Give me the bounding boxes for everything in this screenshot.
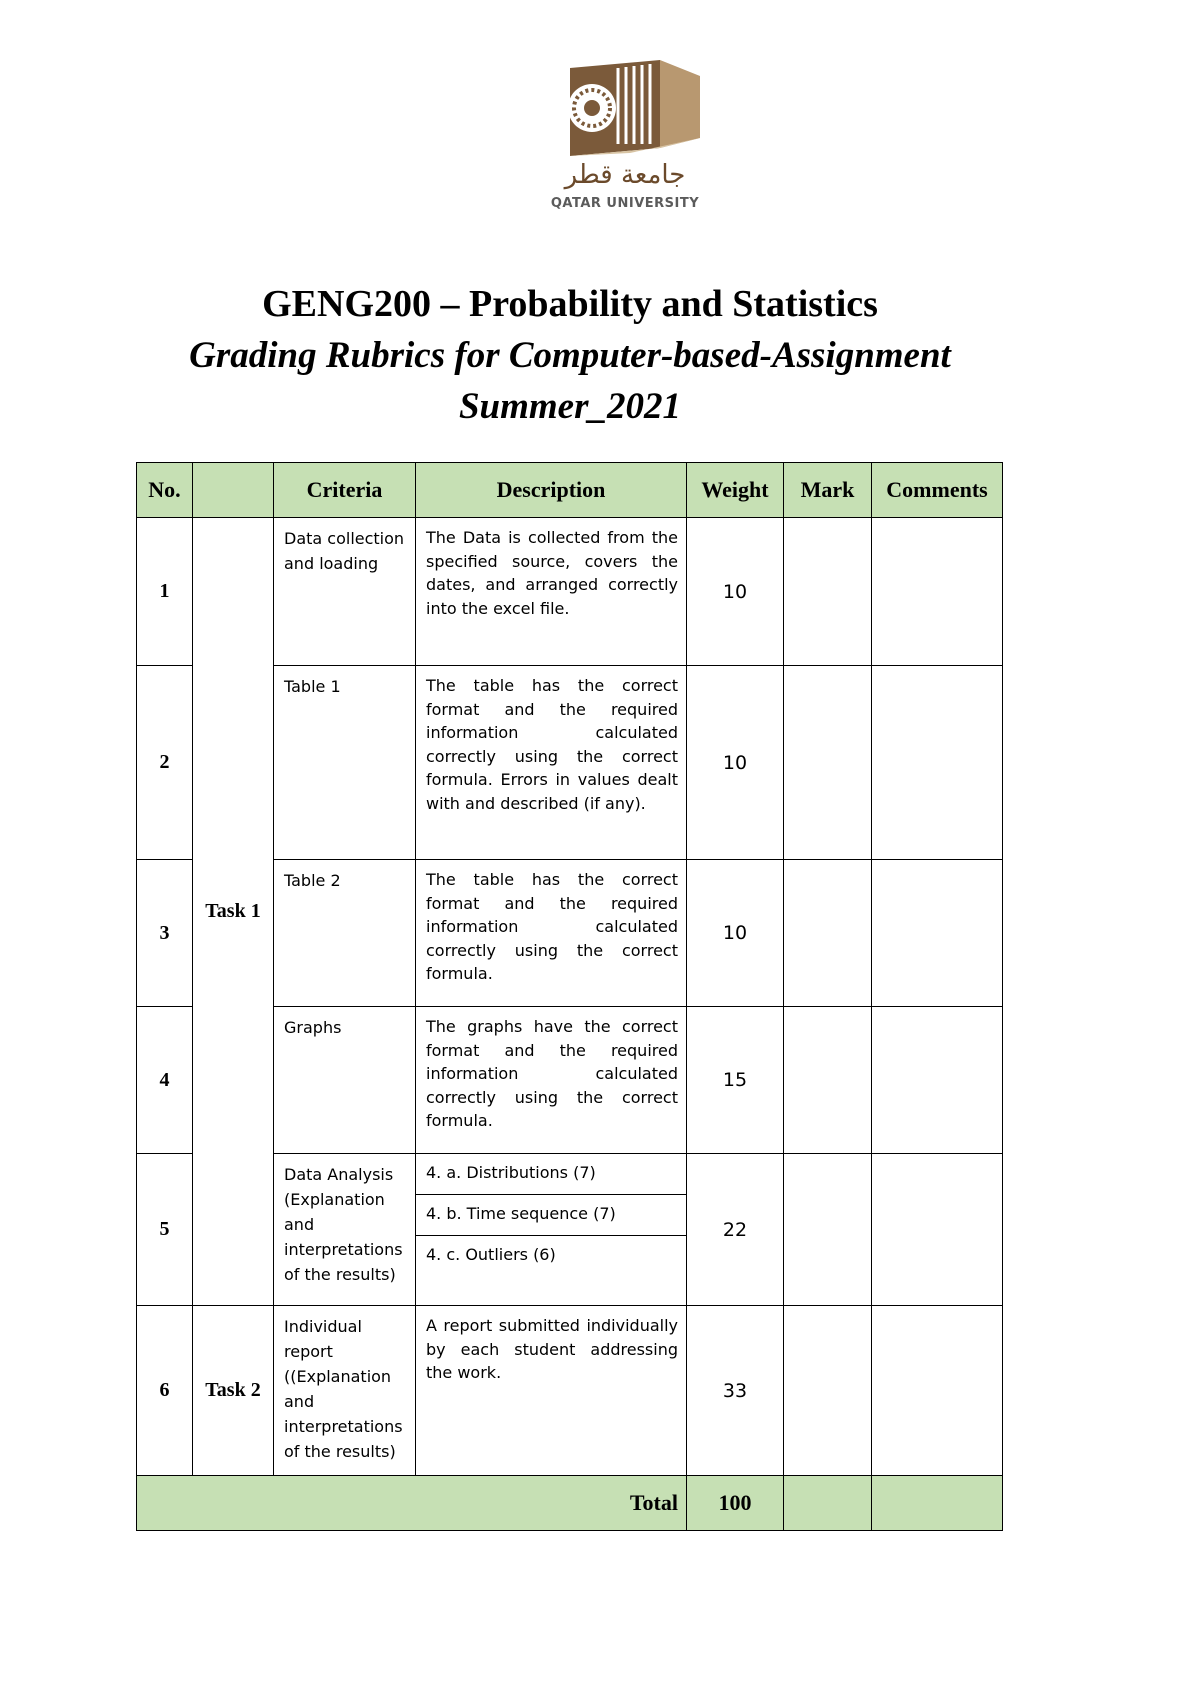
weight-cell: 15 — [687, 1007, 784, 1154]
criteria-cell: Data Analysis (Explanation and interpretations of the results) — [274, 1154, 416, 1306]
table-header-row — [137, 463, 1003, 518]
row-number: 5 — [137, 1154, 193, 1306]
description-cell: The table has the correct format and the required information calculated correctly using the correct formula. Errors in values dealt with and described (if any). — [416, 666, 687, 860]
total-row — [137, 1476, 1003, 1531]
sub-criterion-c: 4. c. Outliers (6) — [426, 1245, 556, 1264]
col-header-criteria: Criteria — [274, 463, 416, 518]
logo-english-text: QATAR UNIVERSITY — [550, 196, 700, 211]
col-header-weight: Weight — [687, 463, 784, 518]
rubric-table — [136, 462, 1003, 1531]
description-cell: A report submitted individually by each student addressing the work. — [416, 1306, 687, 1476]
weight-cell: 10 — [687, 666, 784, 860]
description-cell: The graphs have the correct format and the required information calculated correctly using the correct formula. — [416, 1007, 687, 1154]
weight-cell: 10 — [687, 860, 784, 1007]
col-header-no: No. — [137, 463, 193, 518]
description-cell: The Data is collected from the specified source, covers the dates, and arranged correctly into the excel file. — [416, 518, 687, 666]
table-row — [137, 518, 1003, 666]
mark-cell[interactable] — [784, 518, 872, 666]
row-number: 3 — [137, 860, 193, 1007]
comments-cell[interactable] — [872, 666, 1003, 860]
criteria-cell: Graphs — [274, 1007, 416, 1154]
col-header-mark: Mark — [784, 463, 872, 518]
comments-cell[interactable] — [872, 1154, 1003, 1306]
page-subtitle: Grading Rubrics for Computer-based-Assignment — [189, 335, 951, 376]
total-label: Total — [137, 1476, 687, 1531]
criteria-cell: Table 2 — [274, 860, 416, 1007]
total-value: 100 — [687, 1476, 784, 1531]
criteria-cell: Table 1 — [274, 666, 416, 860]
weight-cell: 33 — [687, 1306, 784, 1476]
col-header-task — [193, 463, 274, 518]
mark-cell[interactable] — [784, 1007, 872, 1154]
comments-cell[interactable] — [872, 860, 1003, 1007]
university-logo — [540, 58, 710, 218]
sub-criterion-a: 4. a. Distributions (7) — [416, 1154, 686, 1195]
row-number: 4 — [137, 1007, 193, 1154]
total-mark-cell[interactable] — [784, 1476, 872, 1531]
col-header-description: Description — [416, 463, 687, 518]
task-label: Task 2 — [193, 1306, 274, 1476]
mark-cell[interactable] — [784, 1154, 872, 1306]
comments-cell[interactable] — [872, 1007, 1003, 1154]
comments-cell[interactable] — [872, 518, 1003, 666]
criteria-cell: Individual report ((Explanation and interpretations of the results) — [274, 1306, 416, 1476]
mark-cell[interactable] — [784, 666, 872, 860]
table-row — [137, 1306, 1003, 1476]
total-comments-cell[interactable] — [872, 1476, 1003, 1531]
weight-cell: 22 — [687, 1154, 784, 1306]
page-title: GENG200 – Probability and Statistics — [262, 283, 878, 325]
sub-criteria-cell — [416, 1154, 687, 1306]
mark-cell[interactable] — [784, 860, 872, 1007]
logo-arabic-text: جامعة قطر — [564, 160, 686, 190]
weight-cell: 10 — [687, 518, 784, 666]
mark-cell[interactable] — [784, 1306, 872, 1476]
page-term: Summer_2021 — [458, 386, 682, 427]
row-number: 1 — [137, 518, 193, 666]
sub-criterion-b: 4. b. Time sequence (7) — [416, 1195, 686, 1236]
logo-emblem-icon — [540, 58, 710, 168]
task-label: Task 1 — [193, 518, 274, 1306]
row-number: 2 — [137, 666, 193, 860]
row-number: 6 — [137, 1306, 193, 1476]
col-header-comments: Comments — [872, 463, 1003, 518]
comments-cell[interactable] — [872, 1306, 1003, 1476]
criteria-cell: Data collection and loading — [274, 518, 416, 666]
description-cell: The table has the correct format and the required information calculated correctly using the correct formula. — [416, 860, 687, 1007]
